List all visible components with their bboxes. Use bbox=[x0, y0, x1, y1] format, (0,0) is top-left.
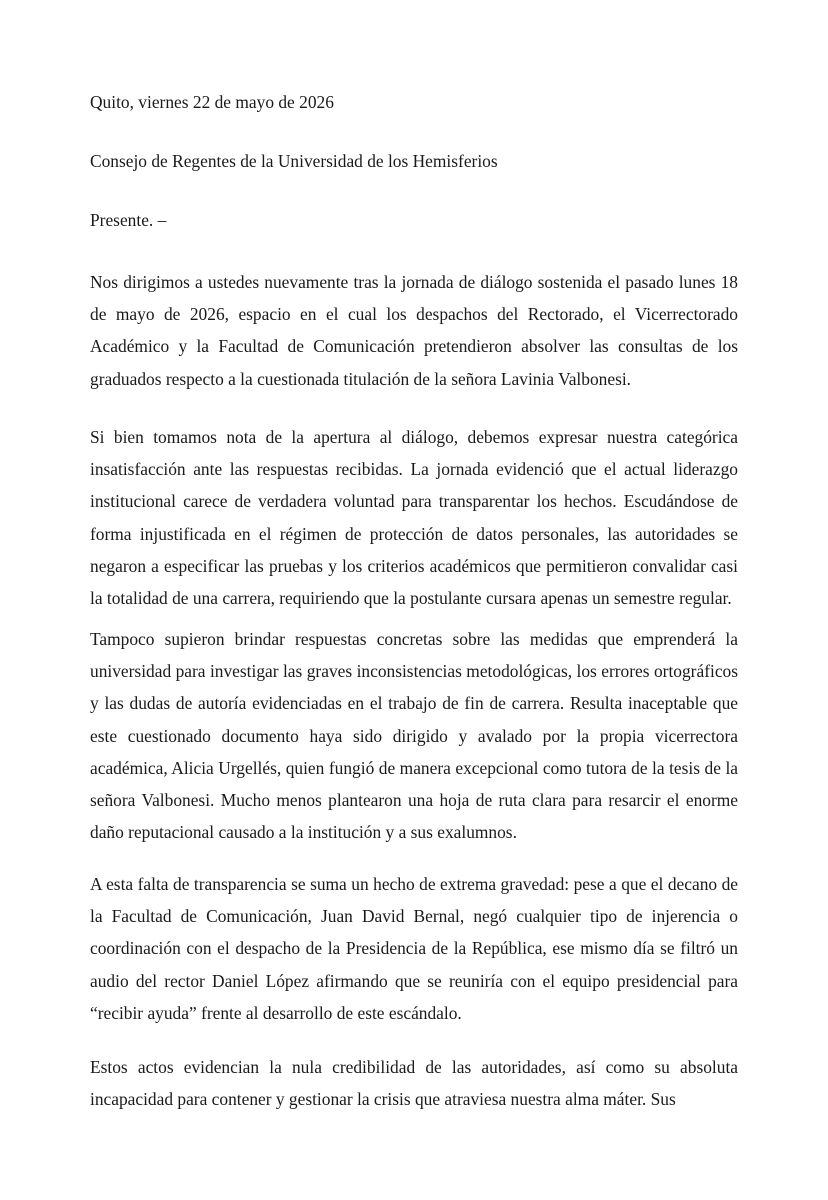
salutation-line: Presente. – bbox=[90, 210, 167, 230]
paragraph-3: Tampoco supieron brindar respuestas concretas sobre las medidas que emprenderá la universidad para investigar las graves inconsistencias metodológicas, los errores ortográficos y las dudas de autoría evidenciadas en el trabajo de fin de carrera. Resulta inaceptable que este cuestionado documento haya sido dirigido y avalado por la propia vicerrectora académica, Alicia Urgellés, quien fungió de manera excepcional como tutora de la tesis de la señora Valbonesi. Mucho menos plantearon una hoja de ruta clara para resarcir el enorme daño reputacional causado a la institución y a sus exalumnos. bbox=[90, 629, 738, 843]
paragraph-1: Nos dirigimos a ustedes nuevamente tras la jornada de diálogo sostenida el pasado lunes 18 de mayo de 2026, espacio en el cual los despachos del Rectorado, el Vicerrectorado Académico y la Facultad de Comunicación pretendieron absolver las consultas de los graduados respecto a la cuestionada titulación de la señora Lavinia Valbonesi. bbox=[90, 272, 738, 389]
paragraph-2: Si bien tomamos nota de la apertura al diálogo, debemos expresar nuestra categórica insatisfacción ante las respuestas recibidas. La jornada evidenció que el actual liderazgo institucional carece de verdadera voluntad para transparentar los hechos. Escudándose de forma injustificada en el régimen de protección de datos personales, las autoridades se negaron a especificar las pruebas y los criterios académicos que permitieron convalidar casi la totalidad de una carrera, requiriendo que la postulante cursara apenas un semestre regular. bbox=[90, 427, 738, 609]
paragraph-4: A esta falta de transparencia se suma un hecho de extrema gravedad: pese a que el decano de la Facultad de Comunicación, Juan David Bernal, negó cualquier tipo de injerencia o coordinación con el despacho de la Presidencia de la República, ese mismo día se filtró un audio del rector Daniel López afirmando que se reuniría con el equipo presidencial para “recibir ayuda” frente al desarrollo de este escándalo. bbox=[90, 874, 738, 1023]
recipient-line: Consejo de Regentes de la Universidad de los Hemisferios bbox=[90, 151, 498, 171]
paragraph-5: Estos actos evidencian la nula credibilidad de las autoridades, así como su absoluta incapacidad para contener y gestionar la crisis que atraviesa nuestra alma máter. Sus bbox=[90, 1057, 738, 1110]
date-line: Quito, viernes 22 de mayo de 2026 bbox=[90, 92, 334, 112]
